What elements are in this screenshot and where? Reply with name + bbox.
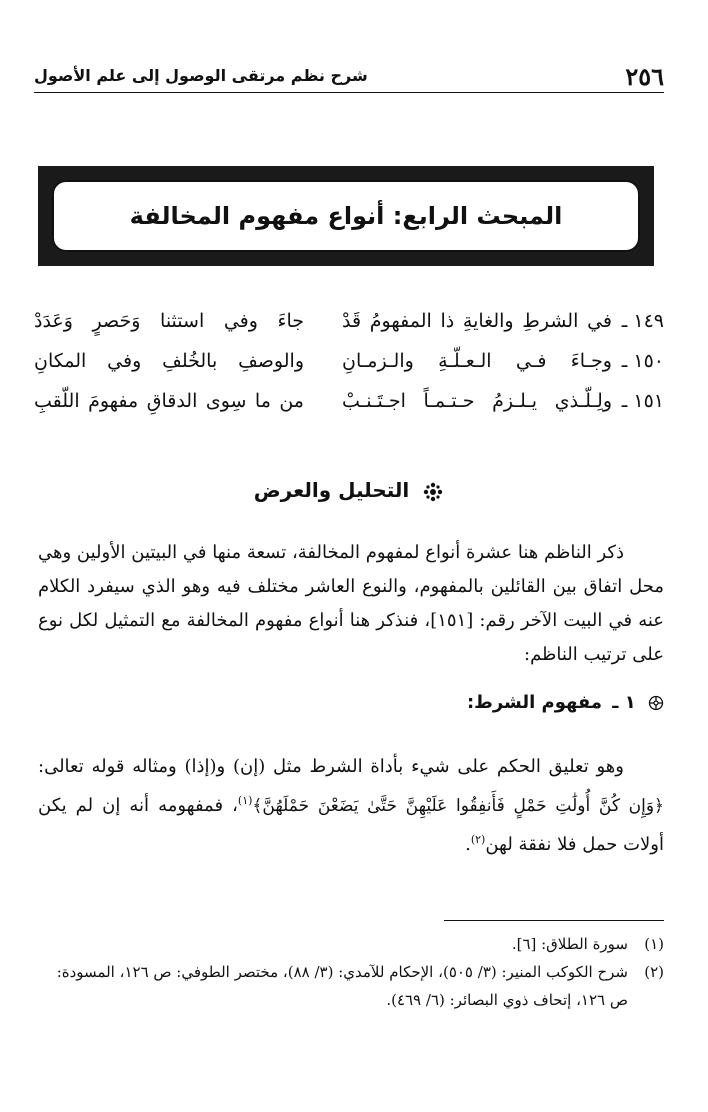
footnote-text: شرح الكوكب المنير: (٣/ ٥٠٥)، الإحكام للآمدي: (٣/ ٨٨)، مختصر الطوفي: ص ١٢٦، المسودة: ص ١٢٦، إتحاف ذوي البصائر: (٦/ ٤٦٩).: [56, 963, 628, 1009]
section-heading-text: التحليل والعرض: [253, 478, 410, 502]
verses-block: [34, 310, 664, 430]
verse-second-hemistich: والوصفِ بالخُلفِ وفي المكانِ: [34, 350, 304, 372]
verse-second-hemistich: من ما سِوى الدقاقِ مفهومَ اللّقبِ: [34, 390, 304, 412]
flower-icon: [648, 695, 664, 711]
footnote-ref-2[interactable]: (٢): [470, 833, 486, 846]
subheading-label: مفهوم الشرط:: [466, 692, 603, 713]
header-rule: [34, 92, 664, 93]
verse-number: ١٥١ ـ: [621, 390, 664, 412]
chapter-title-box: [38, 166, 654, 266]
section-heading: [34, 478, 664, 503]
running-title: شرح نظم مرتقى الوصول إلى علم الأصول: [34, 66, 368, 85]
intro-paragraph: ذكر الناظم هنا عشرة أنواع لمفهوم المخالفة، تسعة منها في البيتين الأولين وهي محل اتفاق بين القائلين بالمفهوم، والنوع العاشر مختلف فيه وهو الذي سيفرد الكلام عنه في البيت الآخر رقم: [١٥١]، فنذكر هنا أنواع مفهوم المخالفة مع التمثيل لكل نوع على ترتيب الناظم:: [38, 542, 665, 665]
verse-line: [34, 350, 664, 390]
paragraph-text-middle: ، فمفهومه أنه إن لم يكن أولات حمل فلا نفقة لهن: [38, 795, 664, 855]
verse-first-hemistich: في الشرطِ والغايةِ ذا المفهومُ قَدْ: [342, 310, 612, 332]
chapter-title: المبحث الرابع: أنواع مفهوم المخالفة: [129, 202, 563, 230]
footnote-number: (١): [644, 935, 664, 953]
ornament-icon: [422, 481, 444, 503]
paragraph-text-end: .: [465, 834, 471, 855]
verse-number: ١٤٩ ـ: [621, 310, 664, 332]
condition-paragraph: [38, 750, 664, 862]
footnotes: [38, 930, 664, 1014]
footnote: [38, 930, 664, 958]
subheading-number: ١ ـ: [612, 692, 636, 713]
footnote: [38, 958, 664, 1014]
verse-second-hemistich: جاءَ وفي استثنا وَحَصرٍ وَعَدَدْ: [34, 310, 304, 332]
verse-first-hemistich: ولِـلّـذي يـلـزمُ حـتـمـاً اجـتَـنـبْ: [342, 390, 612, 412]
subheading: [467, 692, 664, 713]
footnote-text: سورة الطلاق: [٦].: [511, 935, 628, 953]
verse-line: [34, 390, 664, 430]
footnote-rule: [444, 920, 664, 921]
verse-number: ١٥٠ ـ: [621, 350, 664, 372]
page-header: [34, 62, 664, 98]
chapter-title-frame: [52, 180, 640, 252]
page-number: ٢٥٦: [625, 62, 664, 91]
verse-line: [34, 310, 664, 350]
verse-first-hemistich: وجـاءَ فـي الـعـلّـةِ والـزمـانِ: [342, 350, 612, 372]
quran-verse: ﴿وَإِن كُنَّ أُولَٰتِ حَمْلٍ فَأَنفِقُوا عَلَيْهِنَّ حَتَّىٰ يَضَعْنَ حَمْلَهُنَّ﴾: [252, 796, 664, 816]
paragraph-text-before: وهو تعليق الحكم على شيء بأداة الشرط مثل (إن) و(إذا) ومثاله قوله تعالى:: [38, 756, 624, 777]
footnote-number: (٢): [644, 963, 664, 981]
footnote-ref-1[interactable]: (١): [237, 794, 253, 807]
